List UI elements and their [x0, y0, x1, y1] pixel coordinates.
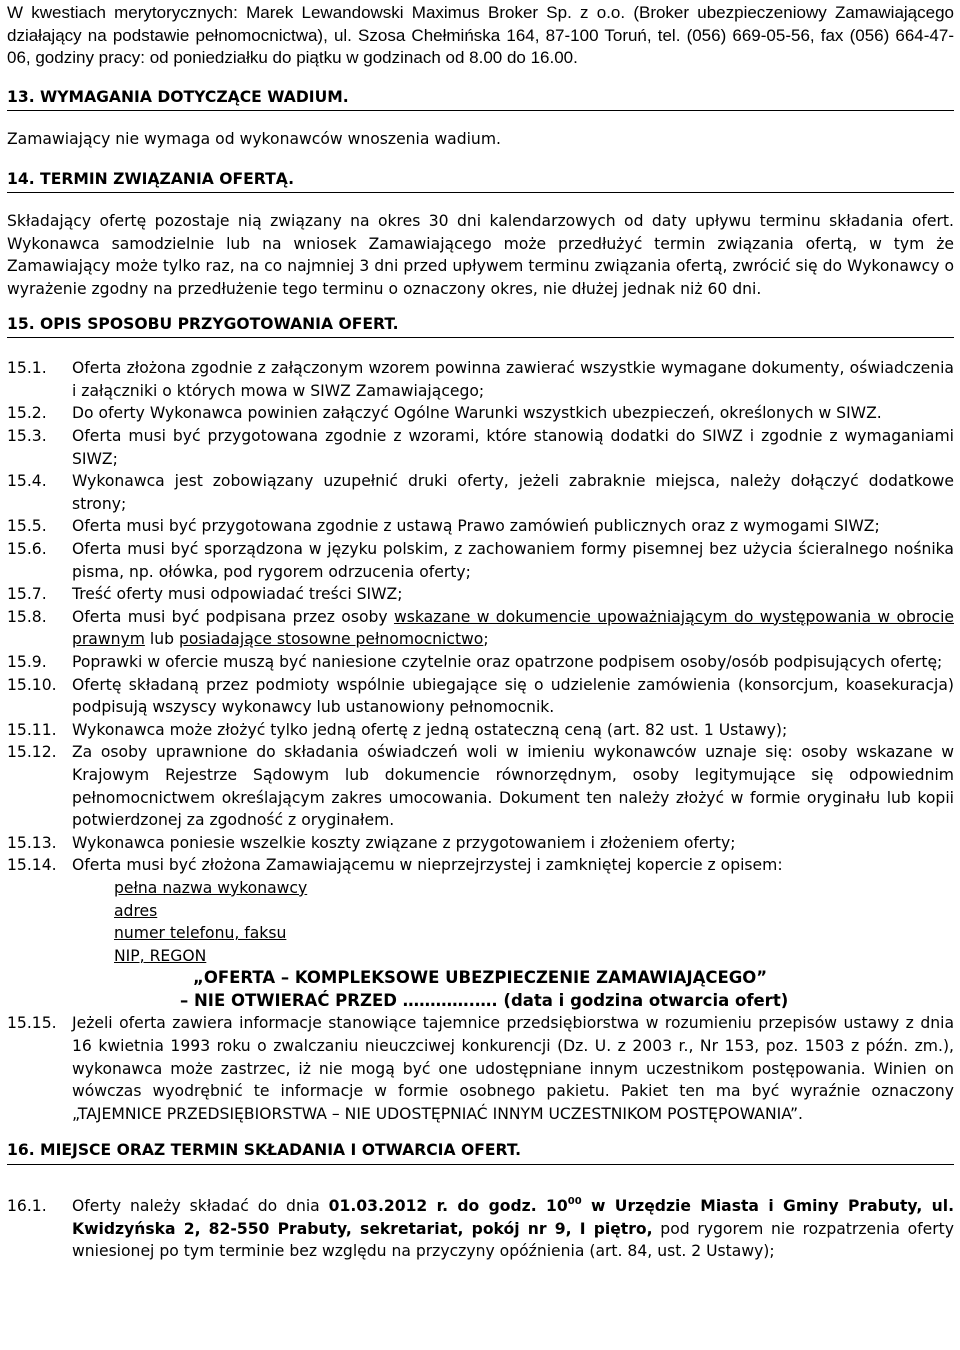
- section-14-heading: 14. TERMIN ZWIĄZANIA OFERTĄ.: [7, 168, 954, 194]
- envelope-title: „OFERTA – KOMPLEKSOWE UBEZPIECZENIE ZAMAWIAJĄCEGO”: [193, 968, 768, 988]
- item-text: Oferta musi być przygotowana zgodnie z wzorami, które stanowią dodatki do SIWZ i zgodnie z wymaganiami SIWZ;: [72, 427, 954, 468]
- item-text: Jeżeli oferta zawiera informacje stanowiące tajemnice przedsiębiorstwa w rozumieniu przepisów ustawy z dnia 16 kwietnia 1993 roku o zwalczaniu nieuczciwej konkurencji (Dz. U. z 2003 r., Nr 153, poz. 1503 z późn. zm.), wykonawca może zastrzec, iż nie mogą być one udostępniane innym uczestnikom postępowania. Winien on wówczas wyodrębnić te informacje w formie osobnego pakietu. Pakiet ten ma być wyraźnie oznaczony „TAJEMNICE PRZEDSIĘBIORSTWA – NIE UDOSTĘPNIAĆ INNYM UCZESTNIKOM POSTĘPOWANIA”.: [72, 1014, 954, 1123]
- deadline-minutes: 00: [567, 1196, 582, 1208]
- underlined-phrase: wskazane w dokumencie upoważniającym do występowania w obrocie prawnym: [72, 607, 955, 649]
- item-number: 15.2.: [7, 404, 47, 423]
- item-text: Oferta musi być złożona Zamawiającemu w nieprzejrzystej i zamkniętej kopercie z opisem:: [72, 856, 783, 875]
- list-item: [7, 1012, 954, 1125]
- section-14-text: Składający ofertę pozostaje nią związany na okres 30 dni kalendarzowych od daty upływu terminu składania ofert. Wykonawca samodzielnie lub na wniosek Zamawiającego może przedłużyć termin związania ofertą, w tym że Zamawiający może tylko raz, na co najmniej 3 dni przed upływem terminu związania ofertą, zwrócić się do Wykonawcy o wyrażenie zgodny na przedłużenie tego terminu o oznaczony okres, nie dłużej jednak niż 60 dni.: [7, 212, 954, 299]
- item-number: 15.11.: [7, 720, 57, 739]
- list-item: [7, 583, 954, 606]
- item-text: Wykonawca poniesie wszelkie koszty związane z przygotowaniem i złożeniem oferty;: [72, 833, 736, 852]
- section-13-heading: 13. WYMAGANIA DOTYCZĄCE WADIUM.: [7, 86, 954, 112]
- item-text: [72, 606, 954, 651]
- item-number: 15.12.: [7, 743, 57, 762]
- list-item: [7, 1195, 954, 1263]
- item-number: 15.9.: [7, 652, 47, 671]
- item-text: Wykonawca jest zobowiązany uzupełnić druki oferty, jeżeli zabraknie miejsca, należy dołączyć dodatkowe strony;: [72, 472, 954, 513]
- list-item: [7, 357, 954, 402]
- list-item: [7, 674, 954, 719]
- item-text-part: Oferty należy składać do dnia: [72, 1197, 329, 1216]
- deadline-place: w Urzędzie Miasta i Gminy Prabuty, ul. Kwidzyńska 2, 82-550 Prabuty, sekretariat, pokój nr 9, I piętro,: [72, 1197, 955, 1238]
- item-number: 15.1.: [7, 359, 47, 378]
- envelope-description: [114, 877, 954, 967]
- list-item: [7, 651, 954, 674]
- list-item: [7, 425, 954, 470]
- item-text: [72, 1195, 954, 1263]
- list-item: [7, 719, 954, 742]
- section-13-text: Zamawiający nie wymaga od wykonawców wnoszenia wadium.: [7, 130, 501, 149]
- section-16-list: [7, 1195, 954, 1263]
- item-text: Wykonawca może złożyć tylko jedną ofertę z jedną ostateczną ceną (art. 82 ust. 1 Ustawy);: [72, 720, 788, 739]
- item-text: Treść oferty musi odpowiadać treści SIWZ;: [72, 585, 403, 604]
- section-16-heading: 16. MIEJSCE ORAZ TERMIN SKŁADANIA I OTWARCIA OFERT.: [7, 1139, 954, 1165]
- item-text-part: ;: [483, 630, 489, 649]
- item-number: 15.14.: [7, 856, 57, 875]
- item-number: 15.6.: [7, 540, 47, 558]
- list-item: [7, 538, 954, 583]
- item-number: 15.7.: [7, 585, 47, 604]
- item-text: Do oferty Wykonawca powinien załączyć Ogólne Warunki wszystkich ubezpieczeń, określonych w SIWZ.: [72, 404, 882, 423]
- list-item: [7, 470, 954, 515]
- underlined-phrase: posiadające stosowne pełnomocnictwo: [178, 630, 484, 649]
- envelope-line: adres: [114, 901, 158, 920]
- item-number: 15.8.: [7, 607, 47, 626]
- list-item: [7, 741, 954, 831]
- list-item: [7, 402, 954, 425]
- item-text-part: pod rygorem nie rozpatrzenia oferty wniesionej po tym terminie bez względu na przyczyny opóźnienia (art. 84, ust. 2 Ustawy);: [72, 1219, 954, 1261]
- item-text-part: Oferta musi być podpisana przez osoby: [72, 607, 394, 626]
- list-item: [7, 515, 954, 538]
- envelope-line: pełna nazwa wykonawcy: [114, 878, 308, 897]
- item-text: Oferta musi być przygotowana zgodnie z ustawą Prawo zamówień publicznych oraz z wymogami SIWZ;: [72, 517, 880, 536]
- item-number: 15.4.: [7, 472, 47, 491]
- envelope-line: NIP, REGON: [114, 946, 207, 965]
- item-text: Za osoby uprawnione do składania oświadczeń woli w imieniu wykonawców uznaje się: osoby wskazane w Krajowym Rejestrze Sądowym lub dokumencie równorzędnym, osoby legitymujące się odpowiednim pełnomocnictwem określającym zakres umocowania. Dokument ten należy złożyć w formie oryginału lub kopii potwierdzonej za zgodność z oryginałem.: [72, 743, 954, 830]
- item-text: Ofertę składaną przez podmioty wspólnie ubiegające się o udzielenie zamówienia (konsorcjum, koasekuracja) podpisują wszyscy wykonawcy lub ustanowiony pełnomocnik.: [72, 675, 954, 717]
- section-15-heading: 15. OPIS SPOSOBU PRZYGOTOWANIA OFERT.: [7, 313, 954, 339]
- item-number: 15.10.: [7, 675, 57, 694]
- item-number: 15.13.: [7, 833, 57, 852]
- list-item: [7, 854, 954, 877]
- envelope-notice: – NIE OTWIERAĆ PRZED ………….…. (data i godzina otwarcia ofert): [180, 990, 789, 1010]
- item-text: Oferta złożona zgodnie z załączonym wzorem powinna zawierać wszystkie wymagane dokumenty, oświadczenia i załączniki o których mowa w SIWZ Zamawiającego;: [72, 359, 954, 400]
- item-number: 15.15.: [7, 1014, 57, 1033]
- list-item: [7, 606, 954, 651]
- item-number: 15.3.: [7, 427, 47, 446]
- envelope-line: numer telefonu, faksu: [114, 924, 287, 943]
- contact-paragraph: W kwestiach merytorycznych: Marek Lewandowski Maximus Broker Sp. z o.o. (Broker ubezpieczeniowy Zamawiającego działający na podstawie pełnomocnictwa), ul. Szosa Chełmińska 164, 87-100 Toruń, tel. (056) 669-05-56, fax (056) 664-47-06, godziny pracy: od poniedziałku do piątku w godzinach od 8.00 do 16.00.: [7, 3, 954, 67]
- item-text-part: lub: [144, 630, 179, 649]
- deadline-date: 01.03.2012 r. do godz. 10: [328, 1197, 568, 1216]
- list-item: [7, 832, 954, 855]
- item-text: Poprawki w ofercie muszą być naniesione czytelnie oraz opatrzone podpisem osoby/osób podpisujących ofertę;: [72, 652, 943, 671]
- section-15-list: [7, 357, 954, 1125]
- item-number: 16.1.: [7, 1197, 47, 1216]
- item-number: 15.5.: [7, 517, 47, 536]
- item-text: Oferta musi być sporządzona w języku polskim, z zachowaniem formy pisemnej bez użycia ścieralnego nośnika pisma, np. ołówka, pod rygorem odrzucenia oferty;: [72, 540, 954, 581]
